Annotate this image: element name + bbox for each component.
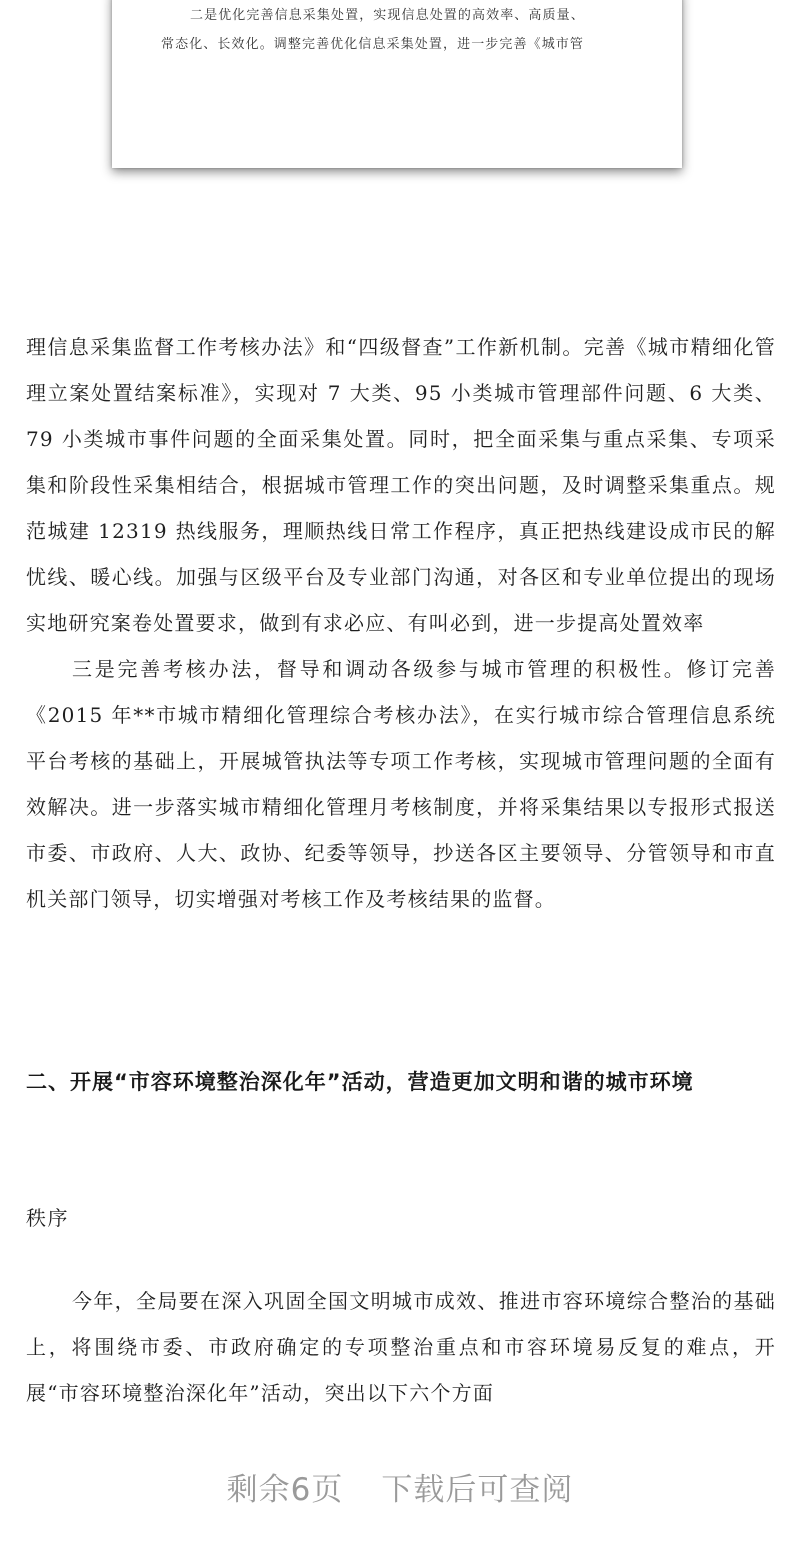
document-body — [26, 324, 776, 922]
remaining-pages-label: 剩余6页 — [226, 1472, 344, 1508]
document-body — [26, 1278, 776, 1416]
download-prompt-button[interactable] — [0, 1460, 800, 1520]
preview-text-line: 常态化、长效化。调整完善优化信息采集处置，进一步完善《城市管 — [161, 37, 585, 52]
page-preview-card — [112, 0, 682, 168]
preview-text-line: 二是优化完善信息采集处置，实现信息处置的高效率、高质量、 — [190, 8, 585, 23]
paragraph: 三是完善考核办法，督导和调动各级参与城市管理的积极性。修订完善《2015 年**市城市精细化管理综合考核办法》，在实行城市综合管理信息系统平台考核的基础上，开展城管执法等专项工作考核，实现城市管理问题的全面有效解决。进一步落实城市精细化管理月考核制度，并将采集结果以专报形式报送市委、市政府、人大、政协、纪委等领导，抄送各区主要领导、分管领导和市直机关部门领导，切实增强对考核工作及考核结果的监督。 — [26, 657, 776, 911]
section-heading: 二、开展“市容环境整治深化年”活动，营造更加文明和谐的城市环境 — [26, 1070, 694, 1094]
download-to-read-label: 下载后可查阅 — [381, 1472, 574, 1508]
paragraph: 理信息采集监督工作考核办法》和“四级督查”工作新机制。完善《城市精细化管理立案处置结案标准》，实现对 7 大类、95 小类城市管理部件问题、6 大类、79 小类城市事件问题的全面采集处置。同时，把全面采集与重点采集、专项采集和阶段性采集相结合，根据城市管理工作的突出问题，及时调整采集重点。规范城建 12319 热线服务，理顺热线日常工作程序，真正把热线建设成市民的解忧线、暖心线。加强与区级平台及专业部门沟通，对各区和专业单位提出的现场实地研究案卷处置要求，做到有求必应、有叫必到，进一步提高处置效率 — [26, 335, 776, 635]
section-subheading: 秩序 — [26, 1206, 69, 1230]
paragraph: 今年，全局要在深入巩固全国文明城市成效、推进市容环境综合整治的基础上，将围绕市委、市政府确定的专项整治重点和市容环境易反复的难点，开展“市容环境整治深化年”活动，突出以下六个方面 — [26, 1289, 776, 1405]
